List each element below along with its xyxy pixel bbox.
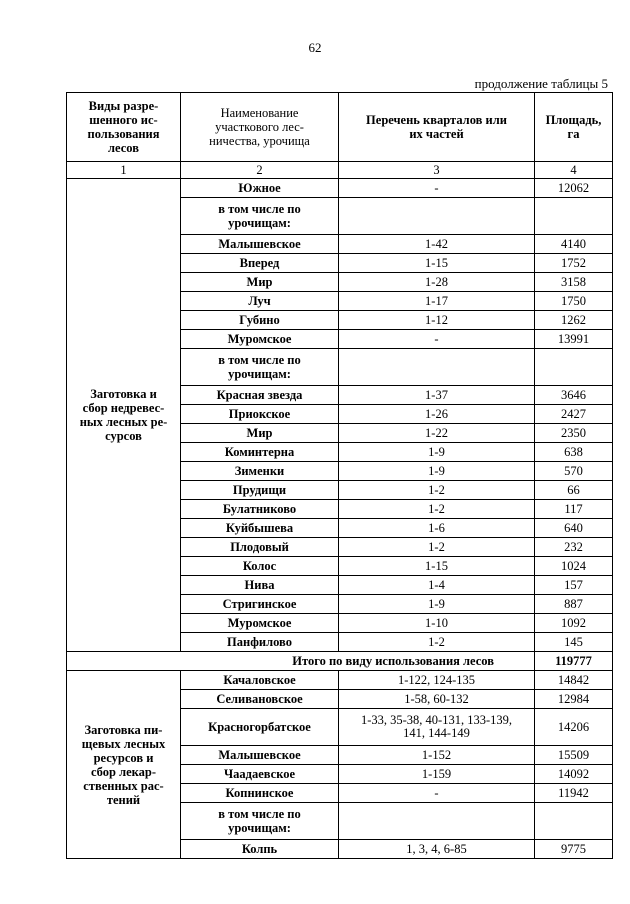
forestry-name-cell: Куйбышева (181, 519, 339, 538)
quarters-cell: 1-33, 35-38, 40-131, 133-139, 141, 144-149 (339, 709, 535, 746)
quarters-cell: 1-9 (339, 443, 535, 462)
area-cell: 1262 (535, 311, 613, 330)
table-row (67, 179, 613, 198)
page-number: 62 (308, 40, 322, 55)
forestry-name-cell: Булатниково (181, 500, 339, 519)
area-cell: 14206 (535, 709, 613, 746)
area-cell: 145 (535, 633, 613, 652)
forestry-name-cell: Коминтерна (181, 443, 339, 462)
area-cell: 4140 (535, 235, 613, 254)
area-cell: 12984 (535, 690, 613, 709)
column-number: 2 (181, 162, 339, 179)
total-label: Итого по виду использования лесов (67, 652, 535, 671)
quarters-cell: 1-28 (339, 273, 535, 292)
area-cell: 638 (535, 443, 613, 462)
forestry-name-cell: Малышевское (181, 235, 339, 254)
area-cell (535, 349, 613, 386)
quarters-cell: 1-2 (339, 633, 535, 652)
column-number-row (67, 162, 613, 179)
area-cell: 13991 (535, 330, 613, 349)
quarters-cell: 1-26 (339, 405, 535, 424)
quarters-cell: 1-22 (339, 424, 535, 443)
column-number: 1 (67, 162, 181, 179)
area-cell: 640 (535, 519, 613, 538)
quarters-cell: 1-152 (339, 746, 535, 765)
header-forestry-name: Наименование участкового лес- ничества, урочища (181, 93, 339, 162)
forestry-name-cell: Красная звезда (181, 386, 339, 405)
area-cell: 117 (535, 500, 613, 519)
forestry-name-cell: в том числе по урочищам: (181, 803, 339, 840)
header-quarters: Перечень кварталов или их частей (339, 93, 535, 162)
quarters-cell: 1-4 (339, 576, 535, 595)
forestry-name-cell: Качаловское (181, 671, 339, 690)
forestry-name-cell: Стригинское (181, 595, 339, 614)
quarters-cell: 1-58, 60-132 (339, 690, 535, 709)
area-cell: 232 (535, 538, 613, 557)
area-cell: 12062 (535, 179, 613, 198)
area-cell (535, 803, 613, 840)
area-cell: 3158 (535, 273, 613, 292)
header-area: Площадь, га (535, 93, 613, 162)
group1-body (67, 179, 613, 671)
area-cell: 14092 (535, 765, 613, 784)
quarters-cell (339, 803, 535, 840)
usage-type-cell: Заготовка пи- щевых лесных ресурсов и сбор лекар- ственных рас- тений (67, 671, 181, 859)
area-cell: 1024 (535, 557, 613, 576)
quarters-cell: 1-37 (339, 386, 535, 405)
forestry-name-cell: Приокское (181, 405, 339, 424)
quarters-cell: - (339, 179, 535, 198)
area-cell: 11942 (535, 784, 613, 803)
quarters-cell: 1-9 (339, 595, 535, 614)
forestry-name-cell: в том числе по урочищам: (181, 349, 339, 386)
header-usage-type: Виды разре- шенного ис- пользования лесов (67, 93, 181, 162)
forestry-name-cell: Чаадаевское (181, 765, 339, 784)
quarters-cell: - (339, 330, 535, 349)
forestry-name-cell: Малышевское (181, 746, 339, 765)
forestry-name-cell: Панфилово (181, 633, 339, 652)
forestry-name-cell: Мир (181, 424, 339, 443)
forestry-name-cell: Колпь (181, 840, 339, 859)
quarters-cell: 1, 3, 4, 6-85 (339, 840, 535, 859)
forestry-name-cell: Плодовый (181, 538, 339, 557)
quarters-cell: 1-122, 124-135 (339, 671, 535, 690)
forestry-name-cell: Прудищи (181, 481, 339, 500)
table-header-row (67, 93, 613, 162)
forest-usage-table (66, 92, 613, 859)
area-cell: 1092 (535, 614, 613, 633)
quarters-cell: - (339, 784, 535, 803)
area-cell: 3646 (535, 386, 613, 405)
area-cell: 1752 (535, 254, 613, 273)
quarters-cell: 1-12 (339, 311, 535, 330)
forestry-name-cell: Зименки (181, 462, 339, 481)
forestry-name-cell: Муромское (181, 330, 339, 349)
forestry-name-cell: Красногорбатское (181, 709, 339, 746)
quarters-cell: 1-6 (339, 519, 535, 538)
quarters-cell: 1-15 (339, 254, 535, 273)
area-cell: 66 (535, 481, 613, 500)
forestry-name-cell: Селивановское (181, 690, 339, 709)
quarters-cell: 1-10 (339, 614, 535, 633)
table-row (67, 671, 613, 690)
forestry-name-cell: Нива (181, 576, 339, 595)
total-row (67, 652, 613, 671)
table-continuation-note: продолжение таблицы 5 (474, 76, 608, 91)
quarters-cell: 1-2 (339, 538, 535, 557)
area-cell: 2427 (535, 405, 613, 424)
forestry-name-cell: Мир (181, 273, 339, 292)
quarters-cell: 1-2 (339, 481, 535, 500)
total-value: 119777 (535, 652, 613, 671)
usage-type-cell: Заготовка и сбор недревес- ных лесных ре- сурсов (67, 179, 181, 652)
quarters-cell: 1-17 (339, 292, 535, 311)
quarters-cell (339, 349, 535, 386)
area-cell: 2350 (535, 424, 613, 443)
area-cell: 9775 (535, 840, 613, 859)
column-number: 3 (339, 162, 535, 179)
forestry-name-cell: Южное (181, 179, 339, 198)
forestry-name-cell: в том числе по урочищам: (181, 198, 339, 235)
quarters-cell: 1-15 (339, 557, 535, 576)
quarters-cell (339, 198, 535, 235)
quarters-cell: 1-2 (339, 500, 535, 519)
area-cell: 887 (535, 595, 613, 614)
forestry-name-cell: Муромское (181, 614, 339, 633)
area-cell: 570 (535, 462, 613, 481)
forestry-name-cell: Копнинское (181, 784, 339, 803)
group2-body (67, 671, 613, 859)
forestry-name-cell: Вперед (181, 254, 339, 273)
area-cell: 15509 (535, 746, 613, 765)
quarters-cell: 1-42 (339, 235, 535, 254)
forestry-name-cell: Луч (181, 292, 339, 311)
quarters-cell: 1-159 (339, 765, 535, 784)
column-number: 4 (535, 162, 613, 179)
quarters-cell: 1-9 (339, 462, 535, 481)
area-cell: 14842 (535, 671, 613, 690)
area-cell: 157 (535, 576, 613, 595)
area-cell (535, 198, 613, 235)
area-cell: 1750 (535, 292, 613, 311)
forestry-name-cell: Губино (181, 311, 339, 330)
forestry-name-cell: Колос (181, 557, 339, 576)
